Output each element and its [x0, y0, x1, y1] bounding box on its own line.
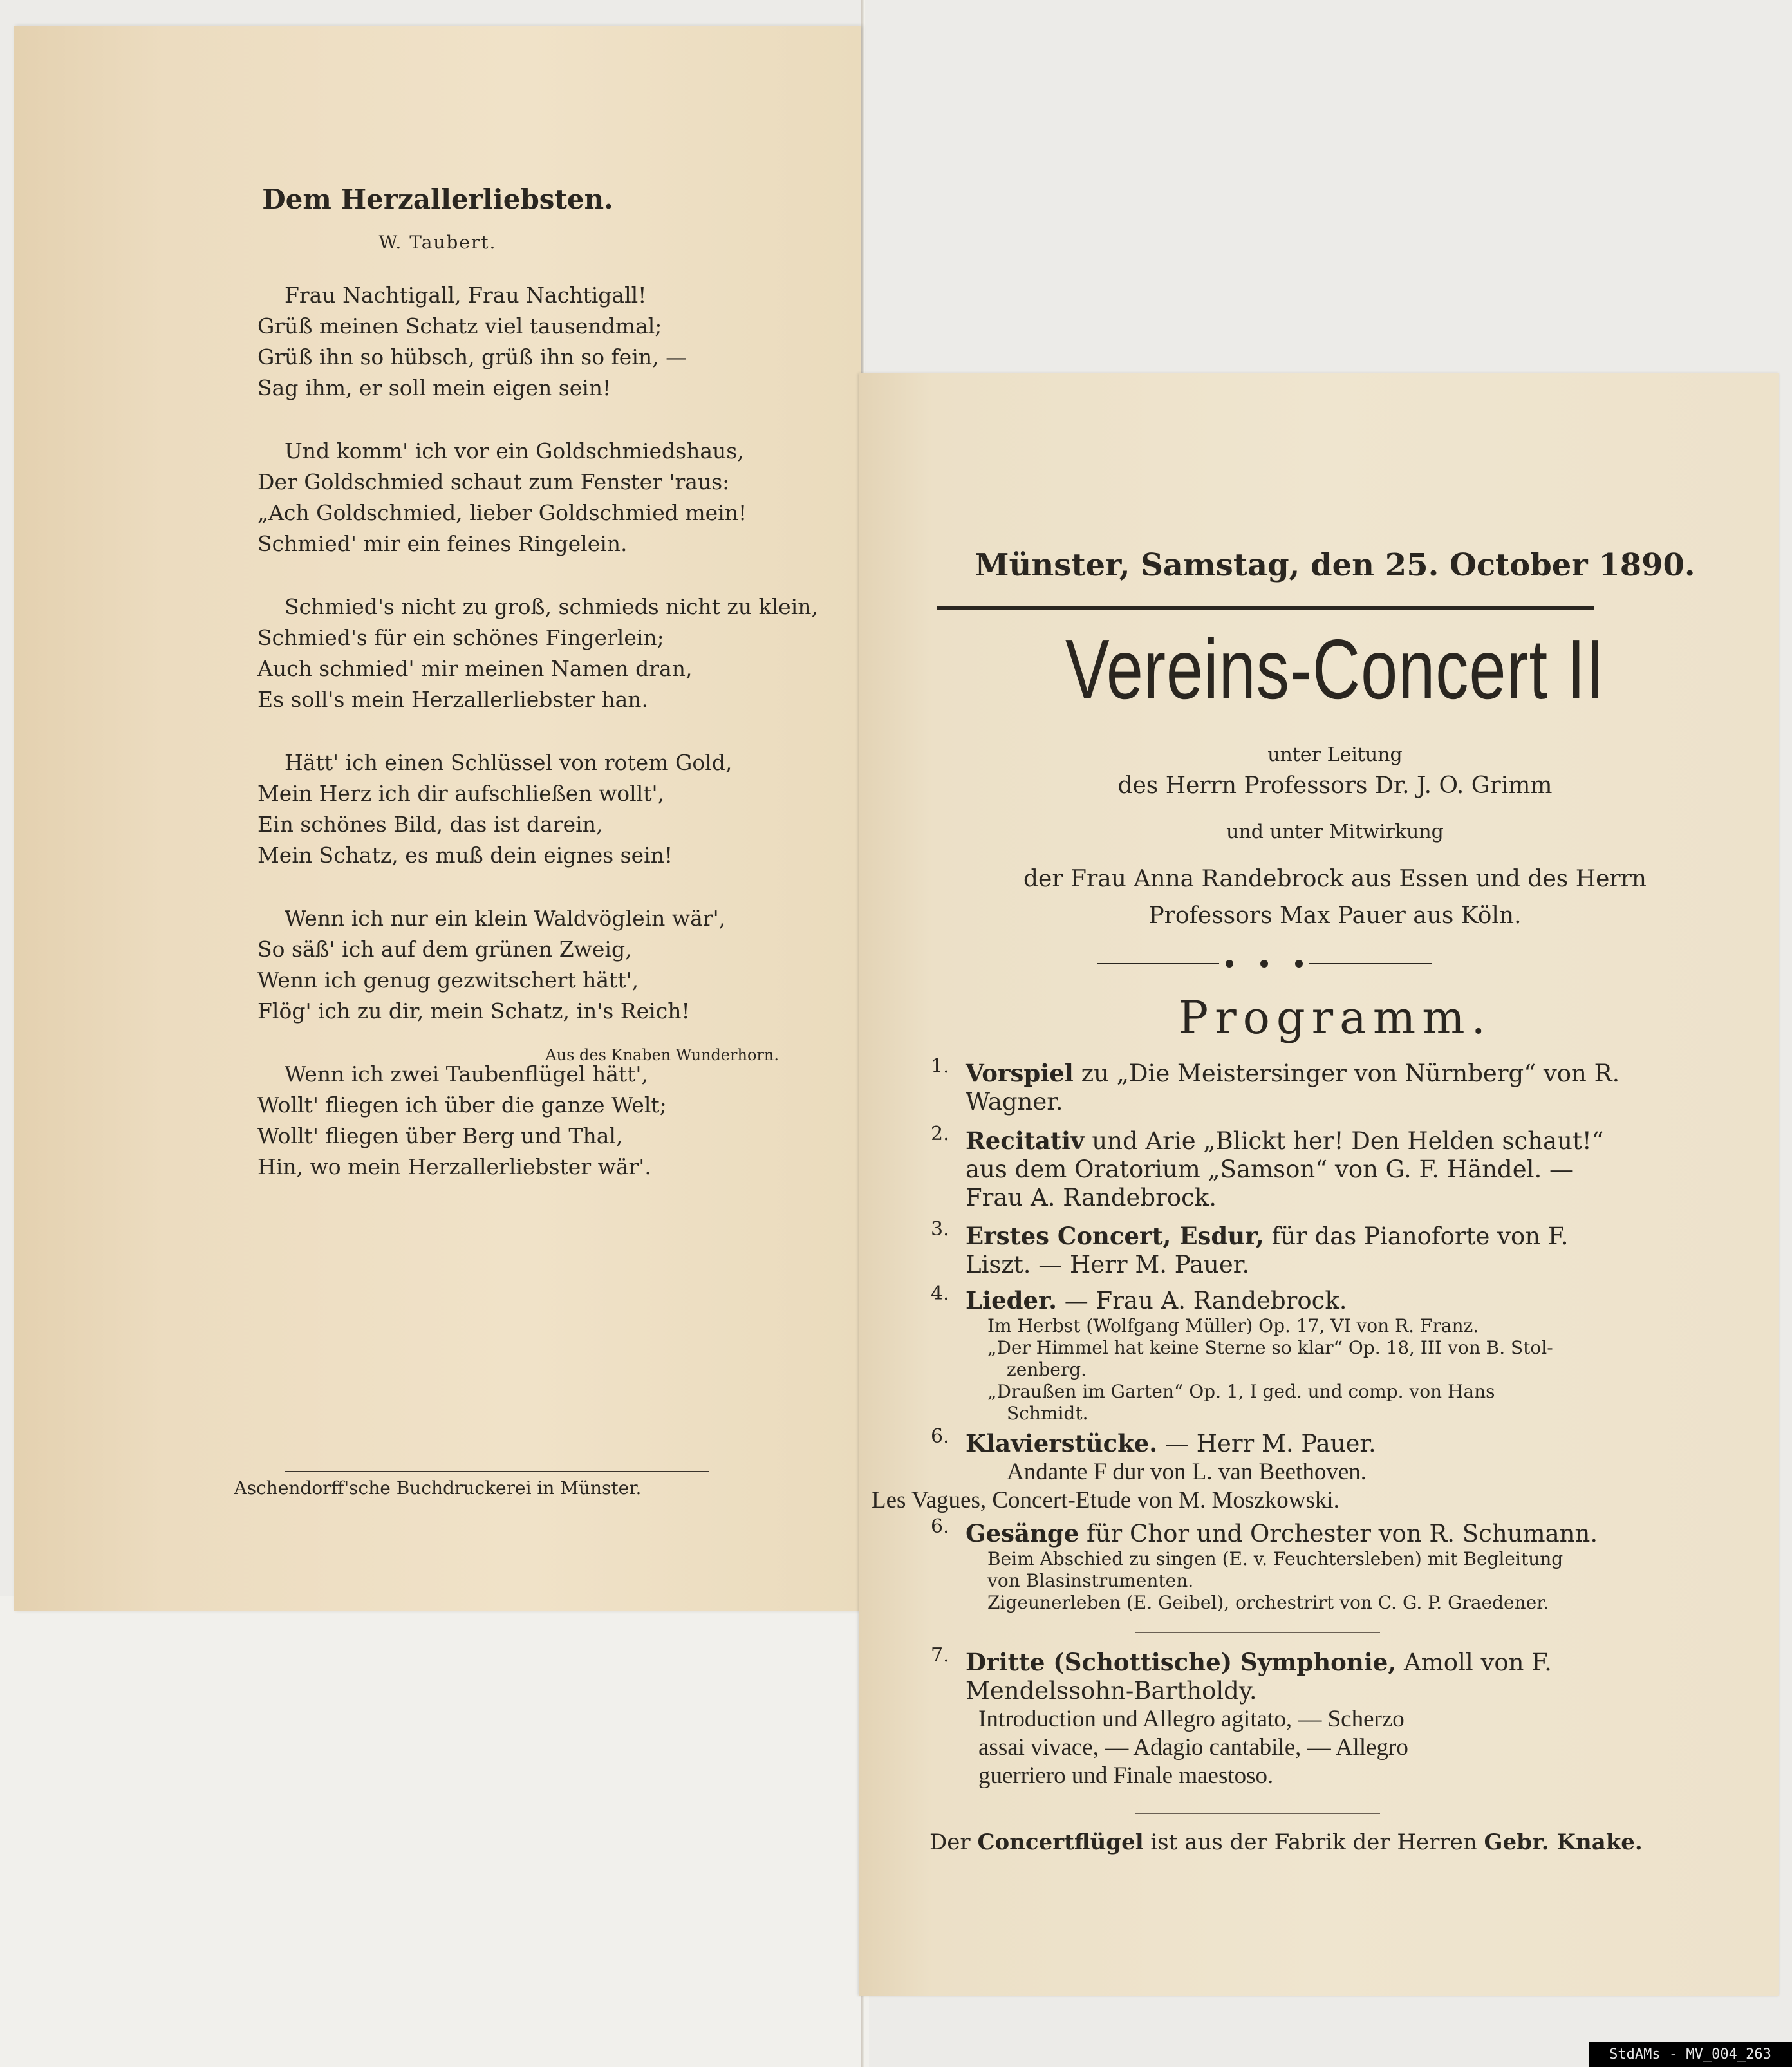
- poem-line: Flög' ich zu dir, mein Schatz, in's Reich!: [257, 998, 690, 1024]
- piano-note-instrument: Concertflügel: [977, 1829, 1144, 1855]
- poem-line: Grüß ihn so hübsch, grüß ihn so fein, —: [257, 344, 687, 369]
- program-item-title: Recitativ: [966, 1127, 1085, 1155]
- gesang-line: Beim Abschied zu singen (E. v. Feuchtersleben) mit Begleitung: [987, 1548, 1563, 1569]
- piano-note: [929, 1828, 1644, 1857]
- printer-imprint: Aschendorff'sche Buchdruckerei in Münster.: [234, 1477, 642, 1499]
- poem-line: „Ach Goldschmied, lieber Goldschmied mein!: [257, 500, 747, 525]
- lied-line: „Der Himmel hat keine Sterne so klar“ Op. 18, III von B. Stol-: [987, 1337, 1553, 1358]
- stanza: [257, 436, 792, 559]
- lied-line: „Draußen im Garten“ Op. 1, I ged. und comp. von Hans: [987, 1381, 1495, 1402]
- piano-note-mid: ist aus der Fabrik der Herren: [1143, 1829, 1484, 1855]
- piano-note-maker: Gebr. Knake.: [1484, 1829, 1643, 1855]
- piano-note-pre: Der: [929, 1829, 978, 1855]
- poem-line: Wenn ich zwei Taubenflügel hätt',: [285, 1062, 648, 1087]
- poem-line: Hätt' ich einen Schlüssel von rotem Gold,: [285, 750, 733, 775]
- stanza: [257, 1059, 792, 1183]
- poem-line: Sag ihm, er soll mein eigen sein!: [257, 375, 611, 400]
- gesang-line: von Blasinstrumenten.: [987, 1570, 1194, 1591]
- poem-line: Schmied's nicht zu groß, schmieds nicht zu klein,: [285, 594, 818, 619]
- program-item-number: 6.: [931, 1425, 949, 1448]
- poem-line: Wenn ich genug gezwitschert hätt',: [257, 968, 639, 993]
- program-item-number: 2.: [931, 1123, 949, 1145]
- poem-line: Schmied's für ein schönes Fingerlein;: [257, 625, 664, 650]
- programm-heading: Programm.: [1178, 991, 1492, 1044]
- poem-line: Grüß meinen Schatz viel tausendmal;: [257, 313, 662, 339]
- poem-line: Auch schmied' mir meinen Namen dran,: [257, 656, 693, 681]
- concert-title: Vereins-Concert II: [1065, 622, 1605, 716]
- program-item: [872, 1425, 1631, 1515]
- program-item-number: 3.: [931, 1218, 949, 1240]
- program-item-title: Lieder.: [966, 1286, 1058, 1314]
- klavier-piece: Les Vagues, Concert-Etude von M. Moszkowski.: [872, 1487, 1339, 1513]
- poem-composer: W. Taubert.: [378, 232, 497, 253]
- program-item-text: für Chor und Orchester von R. Schumann.: [1079, 1520, 1598, 1548]
- lied-line: Schmidt.: [1007, 1403, 1088, 1424]
- poem-line: Mein Schatz, es muß dein eignes sein!: [257, 843, 673, 868]
- program-item-title: Klavierstücke.: [966, 1429, 1158, 1457]
- klavier-piece: Andante F dur von L. van Beethoven.: [1007, 1459, 1367, 1485]
- left-page: [14, 26, 861, 1611]
- direction-line: des Herrn Professors Dr. J. O. Grimm: [1117, 772, 1553, 799]
- movement-line: assai vivace, — Adagio cantabile, — Allegro: [978, 1734, 1408, 1761]
- direction-label: unter Leitung: [1267, 744, 1403, 766]
- cooperation-line-2: Professors Max Pauer aus Köln.: [1148, 903, 1522, 929]
- program-item-text: — Herr M. Pauer.: [1157, 1430, 1376, 1457]
- program-item: [931, 1515, 1631, 1614]
- imprint-rule: [285, 1471, 709, 1472]
- program-item: [931, 1644, 1631, 1790]
- gesang-line: Zigeunerleben (E. Geibel), orchestrirt von C. G. P. Graedener.: [987, 1592, 1549, 1613]
- program-item-text: Amoll von F. Mendelssohn-Bartholdy.: [966, 1649, 1552, 1705]
- date-rule: [937, 606, 1594, 610]
- movement-line: guerriero und Finale maestoso.: [978, 1763, 1274, 1789]
- poem-line: Und komm' ich vor ein Goldschmiedshaus,: [285, 438, 744, 463]
- program-item: [931, 1218, 1631, 1279]
- program-item: [931, 1123, 1631, 1212]
- poem-source: Aus des Knaben Wunderhorn.: [545, 1046, 779, 1064]
- program-item-number: 7.: [931, 1644, 949, 1667]
- cooperation-label: und unter Mitwirkung: [1226, 821, 1444, 843]
- ornament-divider: [1097, 957, 1432, 970]
- program-item-text: und Arie „Blickt her! Den Helden schaut!“ aus dem Oratorium „Samson“ von G. F. Händel. — Frau A. Randebrock.: [966, 1127, 1604, 1211]
- program-item-title: Dritte (Schottische) Symphonie,: [966, 1648, 1397, 1676]
- stanza: [257, 903, 792, 1027]
- archive-stamp: StdAMs - MV_004_263: [1589, 2042, 1792, 2067]
- program-item-number: 1.: [931, 1055, 949, 1078]
- section-rule: [1135, 1632, 1380, 1633]
- poem-line: Hin, wo mein Herzallerliebster wär'.: [257, 1154, 651, 1179]
- right-page: [859, 373, 1779, 1996]
- poem-line: So säß' ich auf dem grünen Zweig,: [257, 937, 632, 962]
- poem-line: Wenn ich nur ein klein Waldvöglein wär',: [285, 906, 726, 931]
- poem-line: Es soll's mein Herzallerliebster han.: [257, 687, 649, 712]
- program-item-text: zu „Die Meistersinger von Nürnberg“ von R. Wagner.: [966, 1060, 1620, 1116]
- poem-body: [257, 280, 818, 1215]
- poem-line: Mein Herz ich dir aufschließen wollt',: [257, 781, 665, 806]
- background-sheet: [0, 1596, 869, 2067]
- stanza: [257, 280, 792, 404]
- program-item-text: für das Pianoforte von F. Liszt. — Herr M. Pauer.: [966, 1222, 1569, 1278]
- stanza: [257, 747, 792, 871]
- poem-line: Frau Nachtigall, Frau Nachtigall!: [285, 283, 647, 308]
- program-item-title: Gesänge: [966, 1519, 1079, 1548]
- program-item-text: — Frau A. Randebrock.: [1057, 1287, 1347, 1314]
- cooperation-line-1: der Frau Anna Randebrock aus Essen und des Herrn: [1023, 866, 1647, 892]
- program-item-title: Vorspiel: [966, 1059, 1074, 1087]
- poem-line: Wollt' fliegen ich über die ganze Welt;: [257, 1092, 667, 1118]
- poem-line: Ein schönes Bild, das ist darein,: [257, 812, 603, 837]
- program-item-number: 4.: [931, 1282, 949, 1305]
- lied-line: Im Herbst (Wolfgang Müller) Op. 17, VI von R. Franz.: [987, 1315, 1479, 1336]
- program-item: [931, 1282, 1631, 1425]
- poem-line: Schmied' mir ein feines Ringelein.: [257, 531, 628, 556]
- poem-title: Dem Herzallerliebsten.: [262, 183, 613, 215]
- program-item-number: 6.: [931, 1515, 949, 1538]
- program-item: [931, 1055, 1631, 1116]
- program-item-title: Erstes Concert, Esdur,: [966, 1222, 1264, 1250]
- movement-line: Introduction und Allegro agitato, — Scherzo: [978, 1706, 1405, 1732]
- poem-line: Der Goldschmied schaut zum Fenster 'raus:: [257, 469, 730, 494]
- footer-rule: [1135, 1813, 1380, 1814]
- concert-date: Münster, Samstag, den 25. October 1890.: [975, 547, 1695, 583]
- stanza: [257, 592, 818, 715]
- lied-line: zenberg.: [1007, 1359, 1087, 1380]
- poem-line: Wollt' fliegen über Berg und Thal,: [257, 1123, 623, 1148]
